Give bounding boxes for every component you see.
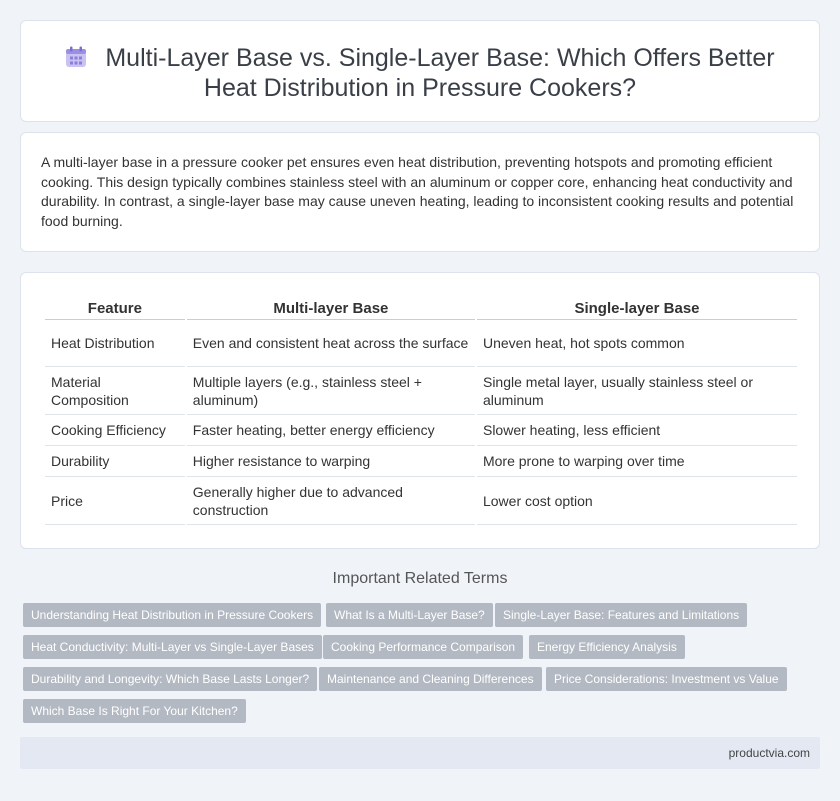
intro-paragraph: A multi-layer base in a pressure cooker pet ensures even heat distribution, preventing hotspots and promoting efficient cooking. This design typically combines stainless steel with an aluminum or copper core, enhancing heat conductivity and durability. In contrast, a single-layer base may cause uneven heating, leading to inconsistent cooking results and potential food burning. [41,154,794,229]
table-cell: Durability [45,446,185,477]
calendar-icon [65,45,87,67]
table-header-row [45,295,797,320]
table-cell: Even and consistent heat across the surface [187,320,475,367]
table-cell: Uneven heat, hot spots common [477,320,797,367]
table-cell: Lower cost option [477,477,797,525]
table-row [45,477,797,525]
related-tag[interactable]: Maintenance and Cleaning Differences [319,667,542,691]
table-cell: More prone to warping over time [477,446,797,477]
page-title: Multi-Layer Base vs. Single-Layer Base: Which Offers Better Heat Distribution in Pressure Cookers? [105,44,775,102]
table-row [45,367,797,415]
table-cell: Faster heating, better energy efficiency [187,415,475,446]
related-tag[interactable]: Single-Layer Base: Features and Limitations [495,603,747,627]
table-cell: Single metal layer, usually stainless steel or aluminum [477,367,797,415]
related-tag[interactable]: Understanding Heat Distribution in Pressure Cookers [23,603,321,627]
related-tag[interactable]: Heat Conductivity: Multi-Layer vs Single-Layer Bases [23,635,322,659]
related-tag[interactable]: Energy Efficiency Analysis [529,635,685,659]
table-cell: Higher resistance to warping [187,446,475,477]
title-card [20,20,820,122]
comparison-card [20,272,820,549]
related-tag[interactable]: What Is a Multi-Layer Base? [326,603,493,627]
table-cell: Heat Distribution [45,320,185,367]
related-terms-title: Important Related Terms [332,570,508,587]
table-row [45,320,797,367]
related-tag[interactable]: Durability and Longevity: Which Base Lasts Longer? [23,667,317,691]
footer-site[interactable]: productvia.com [728,746,810,760]
table-cell: Multiple layers (e.g., stainless steel + aluminum) [187,367,475,415]
comparison-table [43,295,799,525]
column-header: Feature [45,295,185,320]
table-cell: Generally higher due to advanced construction [187,477,475,525]
table-cell: Material Composition [45,367,185,415]
related-tag[interactable]: Which Base Is Right For Your Kitchen? [23,699,246,723]
column-header: Single-layer Base [477,295,797,320]
footer-bar [20,737,820,769]
table-cell: Price [45,477,185,525]
page-title-wrap [21,43,819,103]
intro-card [20,132,820,252]
column-header: Multi-layer Base [187,295,475,320]
related-tag[interactable]: Price Considerations: Investment vs Value [546,667,787,691]
table-cell: Slower heating, less efficient [477,415,797,446]
table-cell: Cooking Efficiency [45,415,185,446]
related-tag[interactable]: Cooking Performance Comparison [323,635,523,659]
table-row [45,415,797,446]
table-row [45,446,797,477]
